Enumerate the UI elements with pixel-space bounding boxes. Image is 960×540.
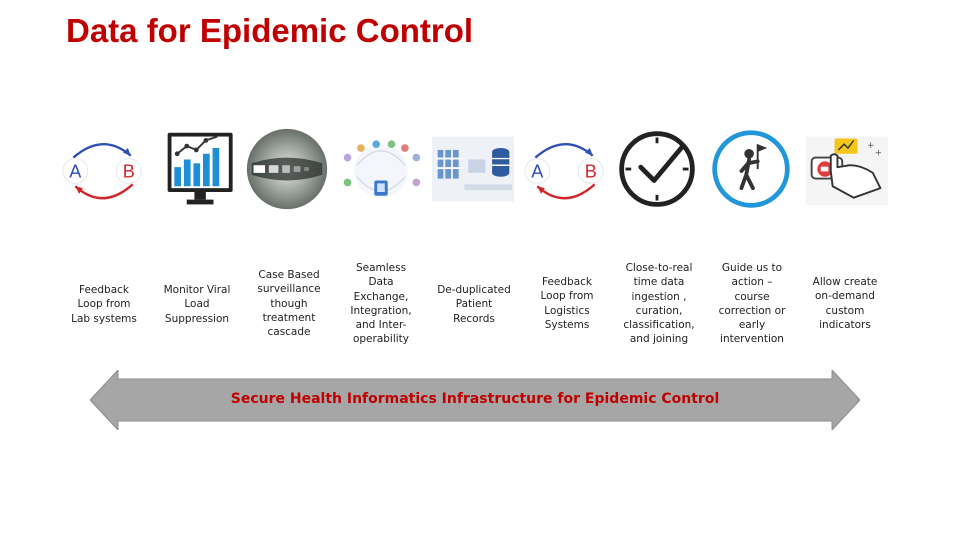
bar-chart-monitor-icon bbox=[160, 126, 246, 214]
label-viral-load: Monitor Viral Load Suppression bbox=[163, 284, 231, 325]
ab-feedback-loop-icon bbox=[522, 126, 608, 214]
infrastructure-label: Secure Health Informatics Infrastructure for Epidemic Control bbox=[230, 391, 720, 407]
letter-a: A bbox=[69, 161, 82, 182]
label-case-surveillance: Case Based surveillance though treatment cascade bbox=[257, 269, 321, 339]
label-data-exchange: Seamless Data Exchange, Integration, and Inter- operability bbox=[350, 262, 412, 346]
label-data-ingestion: Close-to-real time data ingestion , curation, classification, and joining bbox=[623, 262, 695, 346]
letter-a: A bbox=[531, 161, 544, 182]
svg-text:+: + bbox=[867, 141, 875, 152]
svg-text:+: + bbox=[874, 148, 882, 159]
label-logistics-feedback: Feedback Loop from Logistics Systems bbox=[540, 276, 594, 331]
data-exchange-icon bbox=[338, 126, 424, 214]
label-patient-records: De-duplicated Patient Records bbox=[437, 284, 511, 325]
letter-b: B bbox=[584, 161, 597, 182]
label-custom-indicators: Allow create on-demand custom indicators bbox=[812, 276, 878, 331]
slide-title: Data for Epidemic Control bbox=[66, 12, 474, 49]
treatment-cascade-icon bbox=[244, 126, 330, 214]
label-guide-action: Guide us to action – course correction or early intervention bbox=[718, 262, 786, 346]
hand-clicking-dashboard-icon bbox=[804, 126, 890, 214]
clock-check-icon bbox=[614, 126, 700, 214]
patient-records-icon bbox=[430, 126, 516, 214]
label-lab-feedback: Feedback Loop from Lab systems bbox=[71, 284, 137, 325]
ab-feedback-loop-icon bbox=[60, 126, 146, 214]
walking-person-flag-icon bbox=[708, 126, 794, 214]
letter-b: B bbox=[122, 161, 135, 182]
